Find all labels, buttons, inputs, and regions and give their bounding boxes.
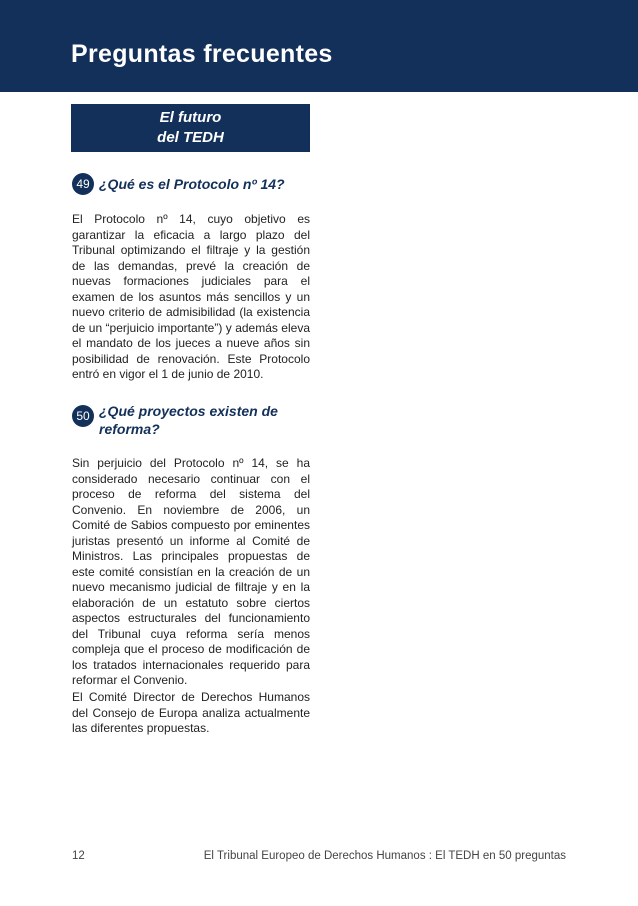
- question-title: ¿Qué es el Protocolo nº 14?: [99, 176, 285, 192]
- question-49: [72, 173, 285, 195]
- page-title: Preguntas frecuentes: [71, 40, 333, 68]
- question-title: ¿Qué proyectos existen de reforma?: [99, 403, 278, 437]
- answer-paragraph: El Protocolo nº 14, cuyo objetivo es garantizar la eficacia a largo plazo del Tribunal optimizando el filtraje y la gestión de las demandas, prevé la creación de nuevas formaciones judiciales para el examen de los asuntos más sencillos y un nuevo criterio de admisibilidad (la existencia de un “perjuicio importante”) y además eleva el mandato de los jueces a nueve años sin posibilidad de renovación. Este Protocolo entró en vigor el 1 de junio de 2010.: [72, 212, 310, 381]
- question-number-badge: 49: [72, 173, 94, 195]
- section-heading-box: [71, 104, 310, 152]
- page-footer: [72, 850, 566, 866]
- footer-title: El Tribunal Europeo de Derechos Humanos : El TEDH en 50 preguntas: [203, 850, 566, 862]
- section-heading-line1: El futuro: [159, 109, 222, 126]
- section-heading-line2: del TEDH: [157, 129, 224, 146]
- answer-paragraph: El Comité Director de Derechos Humanos del Consejo de Europa analiza actualmente las diferentes propuestas.: [72, 690, 310, 735]
- question-number-badge: 50: [72, 405, 94, 427]
- header-band: [0, 0, 638, 92]
- page-number: 12: [72, 850, 85, 862]
- answer-paragraph: Sin perjuicio del Protocolo nº 14, se ha considerado necesario continuar con el proceso de reforma del sistema del Convenio. En noviembre de 2006, un Comité de Sabios compuesto por eminentes juristas presentó un informe al Comité de Ministros. Las principales propuestas de este comité consistían en la creación de un nuevo mecanismo judicial de filtraje y en la elaboración de un estatuto sobre ciertos aspectos estructurales del funcionamiento del Tribunal cuya reforma sería menos compleja que el proceso de modificación de los tratados internacionales requerido para reformar el Convenio.: [72, 456, 310, 687]
- question-50: [72, 402, 289, 438]
